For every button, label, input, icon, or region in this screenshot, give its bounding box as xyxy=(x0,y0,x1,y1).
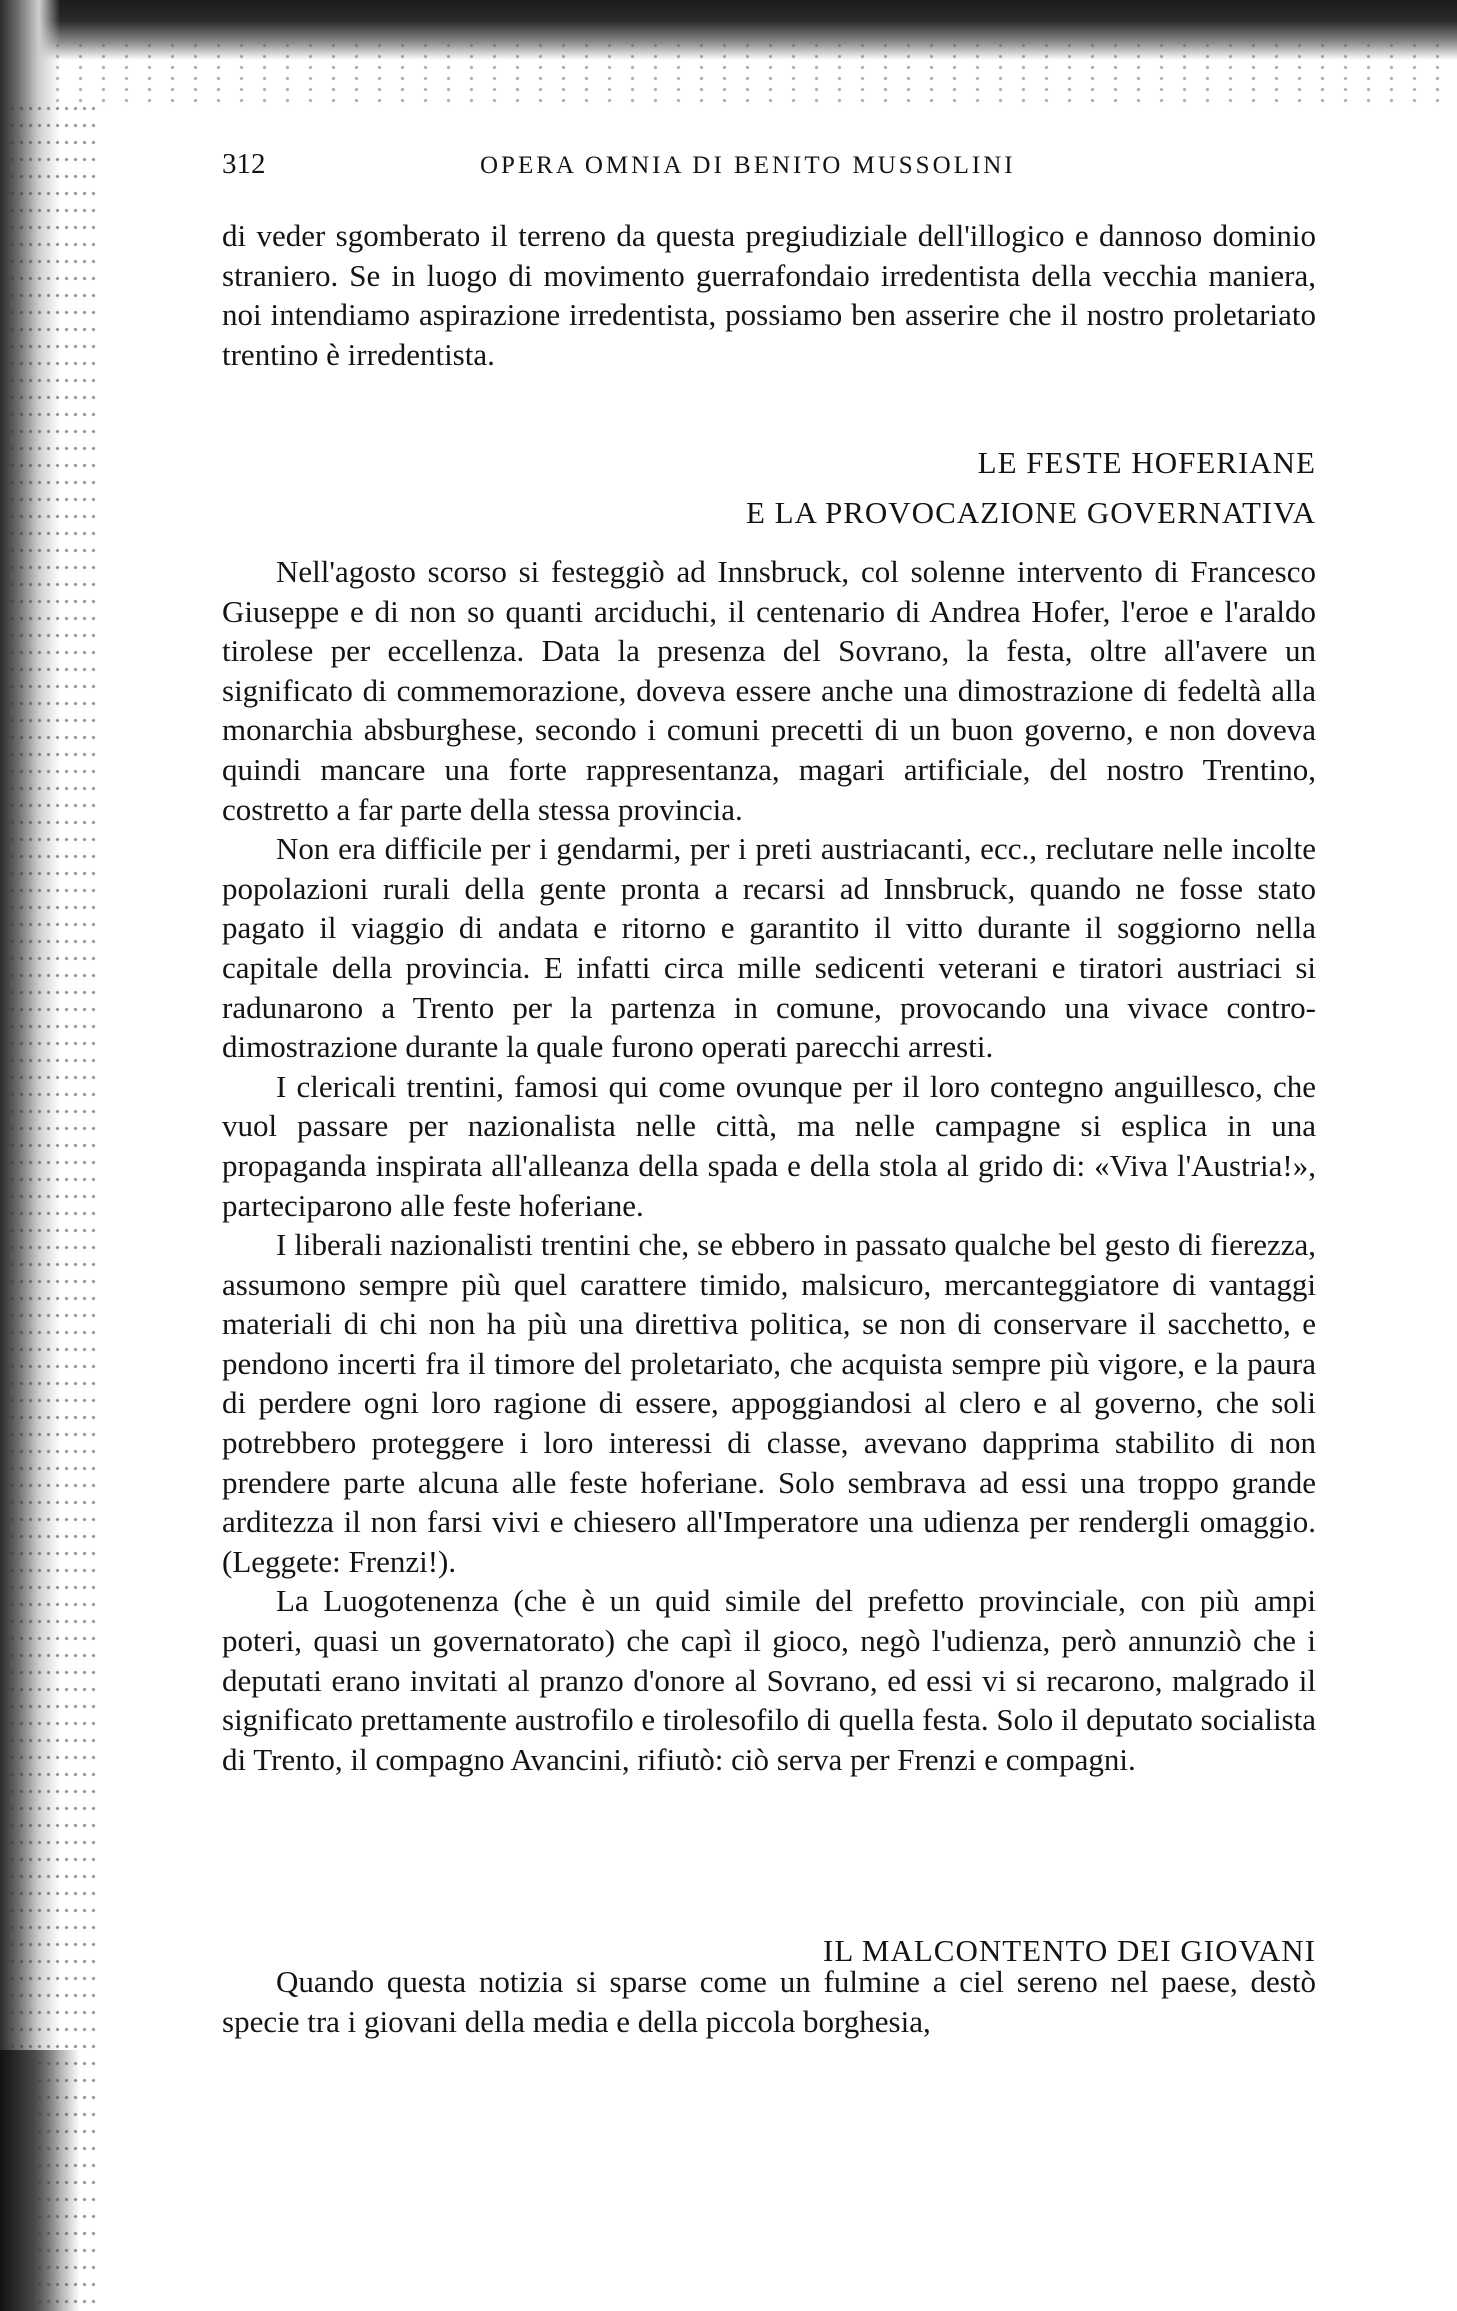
section-title-line-2: E LA PROVOCAZIONE GOVERNATIVA xyxy=(745,495,1316,530)
paragraph: Nell'agosto scorso si festeggiò ad Innsbruck, col solenne intervento di Francesco Giuseppe e di non so quanti arciduchi, il centenario di Andrea Hofer, l'eroe e l'araldo tirolese per eccellenza. Data la presenza del Sovrano, la festa, oltre all'avere un significato di commemorazione, doveva essere anche una dimostrazione di fedeltà alla monarchia absburghese, secondo i comuni precetti di un buon governo, e non doveva quindi mancare una forte rappresentanza, magari artificiale, del nostro Trentino, costretto a far parte della stessa provincia. xyxy=(222,554,1316,827)
section-title: IL MALCONTENTO DEI GIOVANI xyxy=(823,1933,1316,1968)
paragraph: Non era difficile per i gendarmi, per i preti austriacanti, ecc., reclutare nelle incolte popolazioni rurali della gente pronta a recarsi ad Innsbruck, quando ne fosse stato pagato il viaggio di andata e ritorno e garantito il vitto durante il soggiorno nella capitale della provincia. E infatti circa mille sedicenti veterani e tiratori austriaci si radunarono a Trento per la partenza in comune, provocando una vivace contro-dimostrazione durante la quale furono operati parecchi arresti. xyxy=(222,831,1316,1065)
section-body-malcontento xyxy=(222,1962,1316,2041)
page-number: 312 xyxy=(222,148,266,180)
scan-top-speckle xyxy=(0,40,1457,110)
intro-text xyxy=(222,216,1316,374)
paragraph: Quando questa notizia si sparse come un fulmine a ciel sereno nel paese, destò specie tra i giovani della media e della piccola borghesia, xyxy=(222,1964,1316,2039)
section-body-feste-hoferiane xyxy=(222,552,1316,1779)
scan-bottom-left-shadow xyxy=(0,2050,80,2311)
intro-paragraph: di veder sgomberato il terreno da questa pregiudiziale dell'illogico e dannoso dominio straniero. Se in luogo di movimento guerrafondaio irredentista della vecchia maniera, noi intendiamo aspirazione irredentista, possiamo ben asserire che il nostro proletariato trentino è irredentista. xyxy=(222,218,1316,372)
running-title: OPERA OMNIA DI BENITO MUSSOLINI xyxy=(480,152,1016,179)
paragraph: I clericali trentini, famosi qui come ovunque per il loro contegno anguillesco, che vuol passare per nazionalista nelle città, ma nelle campagne si esplica in una propaganda inspirata all'alleanza della spada e della stola al grido di: «Viva l'Austria!», parteciparono alle feste hoferiane. xyxy=(222,1068,1316,1223)
scan-left-speckle xyxy=(8,100,98,2311)
paragraph: La Luogotenenza (che è un quid simile del prefetto provinciale, con più ampi poteri, quasi un governatorato) che capì il gioco, negò l'udienza, però annunziò che i deputati erano invitati al pranzo d'onore al Sovrano, ed essi vi si recarono, malgrado il significato prettamente austrofilo e tirolesofilo di quella festa. Solo il deputato socialista di Trento, il compagno Avancini, rifiutò: ciò serva per Frenzi e compagni. xyxy=(222,1583,1316,1777)
section-title-line-1: LE FESTE HOFERIANE xyxy=(977,445,1316,480)
section-heading-feste-hoferiane xyxy=(746,438,1316,538)
paragraph: I liberali nazionalisti trentini che, se ebbero in passato qualche bel gesto di fierezza, assumono sempre più quel carattere timido, malsicuro, mercanteggiatore di vantaggi materiali di chi non ha più una direttiva politica, se non di conservare il sacchetto, e pendono incerti fra il timore del proletariato, che acquista sempre più vigore, e la paura di perdere ogni loro ragione di essere, appoggiandosi al clero e al governo, che soli potrebbero proteggere i loro interessi di classe, avevano dapprima stabilito di non prendere parte alcuna alle feste hoferiane. Solo sembrava ad essi una troppo grande arditezza il non farsi vivi e chiesero all'Imperatore una udienza per rendergli omaggio. (Leggete: Frenzi!). xyxy=(222,1227,1316,1579)
